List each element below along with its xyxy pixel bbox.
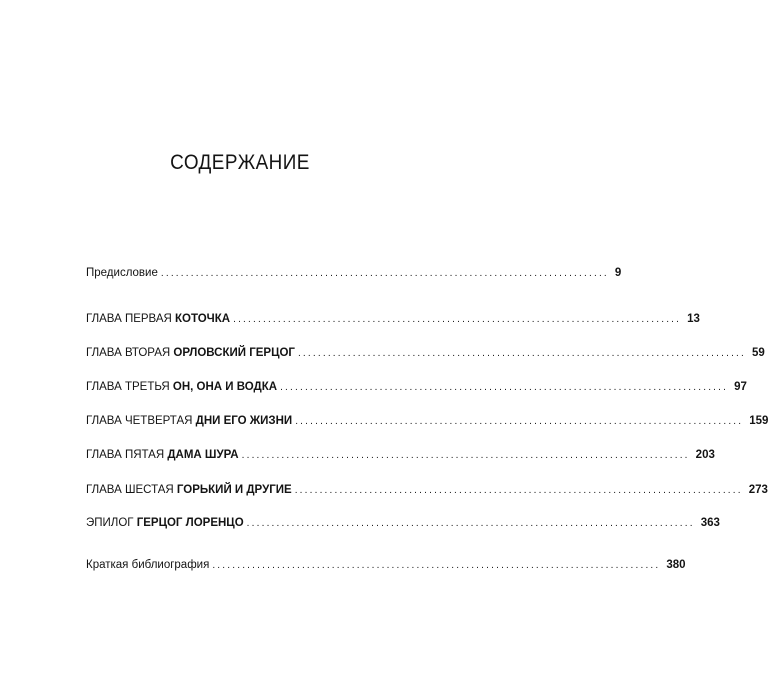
toc-page-number: 159	[749, 415, 768, 427]
dot-leader: ..........................................................................................	[295, 416, 744, 427]
toc-entry-label: ГЛАВА ЧЕТВЕРТАЯ ДНИ ЕГО ЖИЗНИ	[86, 415, 293, 427]
toc-entry-chapter-3[interactable]	[86, 380, 747, 395]
toc-entry-preface[interactable]	[86, 266, 622, 281]
toc-entry-label: ГЛАВА ПЯТАЯ ДАМА ШУРА	[86, 449, 239, 461]
toc-entry-chapter-2[interactable]	[86, 346, 765, 361]
toc-page-number: 203	[695, 449, 715, 461]
dot-leader: ..........................................................................................	[246, 518, 695, 529]
dot-leader: ..........................................................................................	[212, 560, 661, 571]
toc-entry-chapter-6[interactable]	[86, 483, 768, 498]
toc-entry-chapter-4[interactable]	[86, 414, 768, 429]
toc-entry-epilogue[interactable]	[86, 516, 720, 531]
toc-page-number: 273	[748, 484, 768, 496]
table-of-contents	[86, 0, 768, 700]
toc-page-number: 13	[687, 313, 700, 325]
toc-entry-label: ГЛАВА ПЕРВАЯ КОТОЧКА	[86, 313, 231, 325]
dot-leader: ..........................................................................................	[294, 485, 743, 496]
toc-entry-bibliography[interactable]	[86, 558, 686, 573]
toc-entry-label: Предисловие	[86, 267, 158, 279]
toc-page-number: 59	[752, 347, 765, 359]
toc-entry-label: ГЛАВА ВТОРАЯ ОРЛОВСКИЙ ГЕРЦОГ	[86, 347, 295, 359]
toc-entry-label: ГЛАВА ШЕСТАЯ ГОРЬКИЙ И ДРУГИЕ	[86, 484, 292, 496]
dot-leader: ..........................................................................................	[241, 450, 690, 461]
page-title: СОДЕРЖАНИЕ	[170, 151, 310, 174]
toc-entry-label: Краткая библиография	[86, 559, 210, 571]
dot-leader: ..........................................................................................	[160, 268, 609, 279]
toc-entry-chapter-1[interactable]	[86, 312, 700, 327]
toc-page-number: 9	[614, 267, 622, 279]
dot-leader: ..........................................................................................	[297, 348, 747, 359]
toc-entry-chapter-5[interactable]	[86, 448, 715, 463]
toc-page-number: 97	[734, 381, 747, 393]
dot-leader: ..........................................................................................	[280, 382, 729, 393]
toc-page-number: 363	[700, 517, 720, 529]
toc-page-number: 380	[666, 559, 686, 571]
dot-leader: ..........................................................................................	[233, 314, 682, 325]
toc-entry-label: ЭПИЛОГ ГЕРЦОГ ЛОРЕНЦО	[86, 517, 244, 529]
toc-entry-label: ГЛАВА ТРЕТЬЯ ОН, ОНА И ВОДКА	[86, 381, 278, 393]
